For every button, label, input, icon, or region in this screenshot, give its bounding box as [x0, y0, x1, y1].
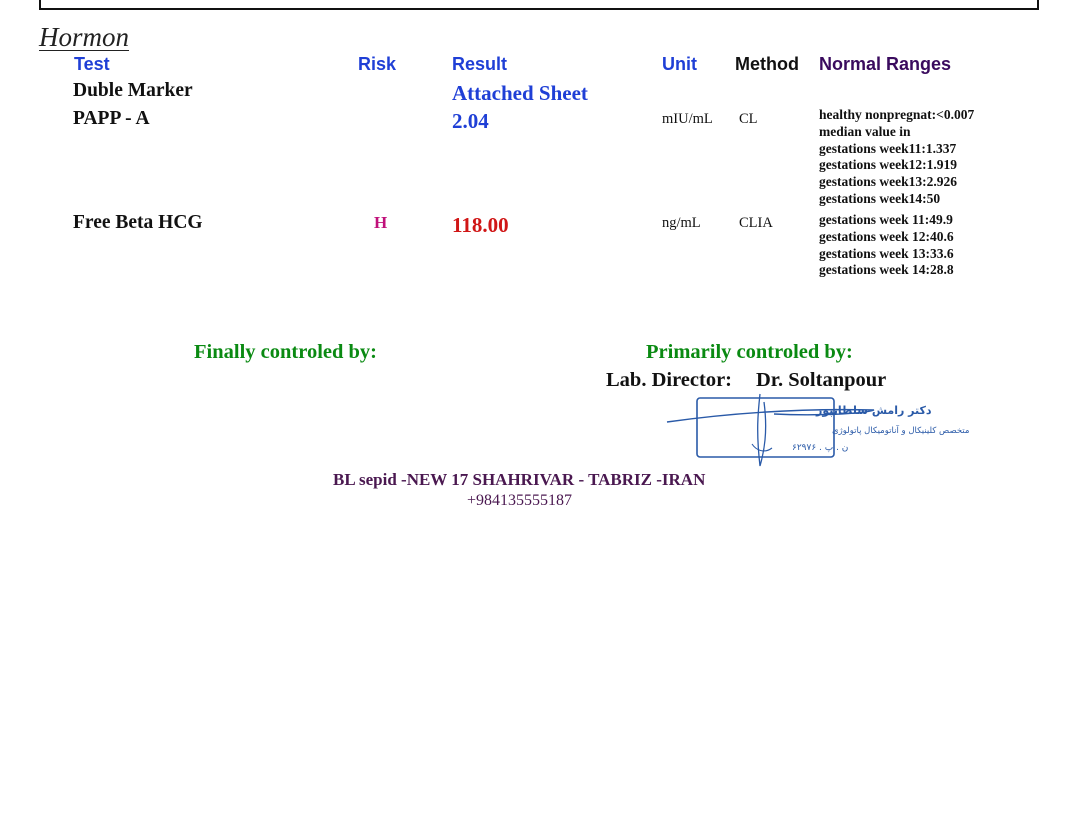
finally-controlled-label: Finally controled by:	[194, 341, 377, 363]
range-line: gestations week 11:49.9	[819, 212, 953, 227]
test-result: 118.00	[452, 213, 509, 237]
test-unit: ng/mL	[662, 215, 701, 231]
range-line: gestations week12:1.919	[819, 157, 957, 173]
lab-director-name: Dr. Soltanpour	[756, 369, 887, 391]
range-line: gestations week14:50	[819, 190, 941, 206]
header-result: Result	[452, 54, 508, 74]
stamp-line: دکتر رامش سلطانپور	[816, 404, 932, 417]
test-method: CLIA	[739, 215, 773, 231]
risk-flag: H	[374, 213, 388, 232]
header-unit: Unit	[662, 54, 697, 74]
range-line: gestations week 13:33.6	[819, 245, 954, 261]
header-method: Method	[735, 54, 799, 74]
range-line: gestations week 12:40.6	[819, 228, 954, 244]
lab-director-label: Lab. Director:	[606, 369, 733, 391]
range-line: gestations week11:1.337	[819, 140, 957, 156]
header-test: Test	[74, 54, 110, 74]
test-unit: mIU/mL	[662, 111, 713, 127]
test-result: Attached Sheet	[452, 81, 588, 105]
test-name: PAPP - A	[73, 108, 150, 129]
range-line: median value in	[819, 123, 911, 139]
range-line: healthy nonpregnat:<0.007	[819, 107, 975, 122]
primarily-controlled-label: Primarily controled by:	[646, 341, 853, 363]
range-line: gestations week 14:28.8	[819, 262, 954, 278]
test-result: 2.04	[452, 109, 489, 133]
lab-address: BL sepid -NEW 17 SHAHRIVAR - TABRIZ -IRAN	[333, 470, 706, 489]
lab-phone: +984135555187	[467, 492, 573, 509]
test-name: Duble Marker	[73, 80, 193, 101]
stamp-line: ن . پ . ۶۲۹۷۶	[792, 443, 849, 453]
stamp-signature-icon	[664, 392, 970, 472]
report-frame-border	[39, 0, 1039, 10]
stamp-line: متخصص کلینیکال و آناتومیکال پاتولوژی	[832, 426, 970, 436]
range-line: gestations week13:2.926	[819, 174, 957, 190]
test-name: Free Beta HCG	[73, 212, 203, 233]
doctor-stamp	[664, 392, 970, 477]
normal-ranges	[819, 107, 974, 208]
normal-ranges	[819, 212, 954, 279]
section-title: Hormon	[39, 22, 130, 52]
test-method: CL	[739, 111, 758, 127]
header-risk: Risk	[358, 54, 397, 74]
header-normal-ranges: Normal Ranges	[819, 54, 952, 74]
